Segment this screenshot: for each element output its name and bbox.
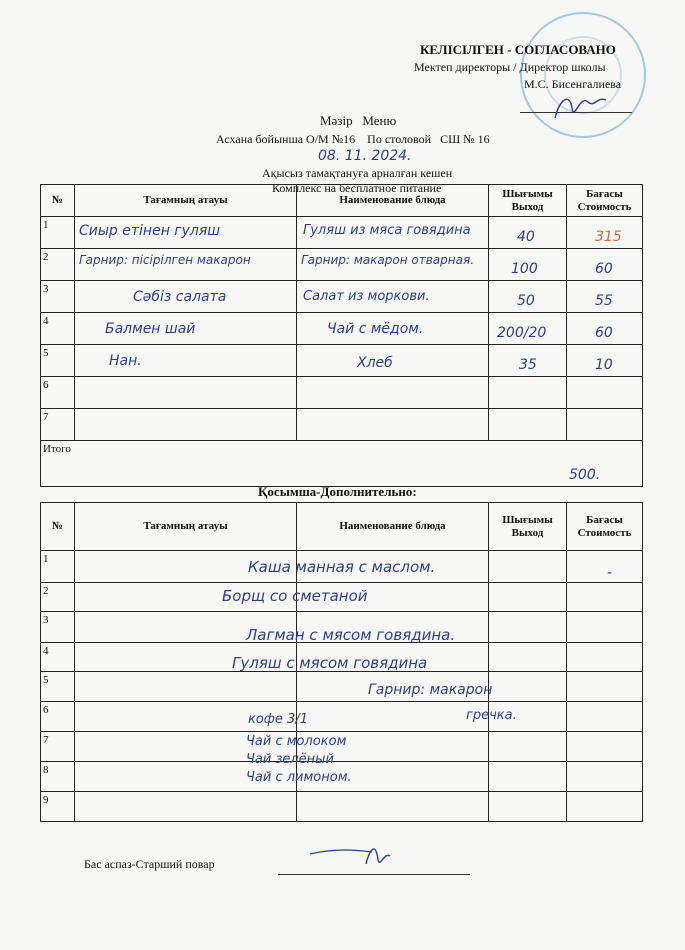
row-num: 4 (41, 643, 75, 672)
dish-output (489, 583, 567, 612)
header-num: № (41, 503, 75, 551)
dish-name-kz (75, 313, 297, 345)
header-num: № (41, 185, 75, 217)
additional-item-text: гречка. (466, 708, 517, 723)
row-num: 3 (41, 612, 75, 643)
additional-title: Қосымша-Дополнительно: (258, 484, 417, 499)
row-num: 5 (41, 345, 75, 377)
additional-item-text: Лагман с мясом говядина. (246, 626, 456, 644)
dish-output (489, 409, 567, 441)
dish-output (489, 377, 567, 409)
dish-cost (567, 217, 643, 249)
total-cell (41, 441, 643, 487)
dish-cost-text: 315 (595, 229, 622, 245)
dish-output (489, 281, 567, 313)
table-row (41, 345, 643, 377)
dish-output (489, 612, 567, 643)
dish-name-kz-text: Нан. (109, 353, 142, 369)
approval-name: М.С. Бисенгалиева (524, 77, 622, 91)
chef-signature (306, 838, 396, 872)
dish-output (489, 672, 567, 702)
dish-name-kz (75, 672, 297, 702)
total-row (41, 441, 643, 487)
additional-item-text: Чай с лимоном. (246, 770, 352, 785)
page-subtitle: Асхана бойынша О/М №16 По столовой СШ № 16 (216, 132, 490, 146)
dish-name-ru (297, 702, 489, 732)
dish-cost (567, 702, 643, 732)
dish-name-ru (297, 249, 489, 281)
table-row (41, 377, 643, 409)
dish-name-ru (297, 313, 489, 345)
table-row (41, 672, 643, 702)
row-num: 6 (41, 702, 75, 732)
approval-title: КЕЛІСІЛГЕН - СОГЛАСОВАНО (420, 42, 616, 57)
header-output: Шығымы Выход (489, 503, 567, 551)
row-num: 6 (41, 377, 75, 409)
dish-output (489, 762, 567, 792)
dish-name-ru (297, 345, 489, 377)
total-value: 500. (569, 467, 601, 483)
main-menu-table (40, 184, 643, 487)
table-row (41, 217, 643, 249)
dish-cost (567, 792, 643, 822)
dish-name-kz-text: Балмен шай (105, 321, 196, 337)
dish-name-ru-text: Чай с мёдом. (327, 321, 424, 337)
handwritten-date: 08. 11. 2024. (318, 148, 412, 164)
dish-name-ru-text: Гуляш из мяса говядина (303, 223, 471, 238)
dish-name-ru-text: Гарнир: макарон отварная. (301, 253, 475, 267)
header-cost: Бағасы Стоимость (567, 185, 643, 217)
dish-name-ru (297, 217, 489, 249)
dish-cost-text: 55 (595, 293, 613, 309)
table-row (41, 409, 643, 441)
header-cost: Бағасы Стоимость (567, 503, 643, 551)
dish-output-text: 40 (517, 229, 535, 245)
dish-cost-text: 10 (595, 357, 613, 373)
additional-item-text: Чай зелёный (246, 752, 334, 767)
row-num: 7 (41, 732, 75, 762)
dish-output-text: 50 (517, 293, 535, 309)
table-row (41, 281, 643, 313)
header-name-kz: Тағамның атауы (75, 503, 297, 551)
dish-cost (567, 612, 643, 643)
dish-name-kz (75, 377, 297, 409)
dish-output (489, 732, 567, 762)
row-num: 4 (41, 313, 75, 345)
dish-output (489, 643, 567, 672)
table-row (41, 313, 643, 345)
header-name-kz: Тағамның атауы (75, 185, 297, 217)
dish-cost (567, 409, 643, 441)
dish-name-kz-text: Сиыр етінен гуляш (79, 223, 221, 239)
dish-name-kz-text: Гарнир: пісірілген макарон (79, 253, 251, 267)
dish-name-kz (75, 281, 297, 313)
dish-name-kz (75, 409, 297, 441)
dish-name-ru (297, 281, 489, 313)
row-num: 8 (41, 762, 75, 792)
row-num: 2 (41, 583, 75, 612)
additional-item-text: кофе 3/1 (248, 712, 308, 727)
dish-name-kz (75, 792, 297, 822)
dish-cost (567, 762, 643, 792)
dish-name-kz-text: Сәбіз салата (133, 289, 227, 305)
dish-name-ru (297, 409, 489, 441)
chef-signature-line (278, 874, 470, 875)
page-title: Мәзір Меню (320, 113, 397, 128)
complex-label-ru: Комплекс на бесплатное питание (272, 181, 442, 195)
additional-item-text: Гуляш с мясом говядина (232, 654, 428, 672)
row-num: 9 (41, 792, 75, 822)
additional-item-text: Чай с молоком (246, 734, 347, 749)
dish-name-ru-text: Салат из моркови. (303, 289, 430, 304)
additional-item-text: Каша манная с маслом. (248, 558, 436, 576)
dish-cost (567, 643, 643, 672)
dish-name-ru (297, 377, 489, 409)
row-num: 1 (41, 551, 75, 583)
dish-name-ru (297, 792, 489, 822)
dish-cost (567, 249, 643, 281)
dish-output (489, 249, 567, 281)
complex-label-kz: Ақысыз тамақтануға арналған кешен (262, 166, 453, 180)
dish-cost (567, 732, 643, 762)
header-name-ru: Наименование блюда (297, 185, 489, 217)
row-num: 7 (41, 409, 75, 441)
header-name-ru: Наименование блюда (297, 503, 489, 551)
dish-cost (567, 313, 643, 345)
dish-cost (567, 583, 643, 612)
table-row (41, 249, 643, 281)
row-num: 1 (41, 217, 75, 249)
chef-label: Бас аспаз-Старший повар (84, 857, 215, 871)
dish-cost-text: 60 (595, 261, 613, 277)
table-row (41, 792, 643, 822)
dish-output (489, 313, 567, 345)
header-output: Шығымы Выход (489, 185, 567, 217)
dish-output-text: 100 (511, 261, 538, 277)
dish-cost (567, 672, 643, 702)
row-dash: - (607, 565, 613, 581)
dish-cost (567, 345, 643, 377)
table-row (41, 702, 643, 732)
row-num: 3 (41, 281, 75, 313)
dish-output (489, 551, 567, 583)
director-signature (550, 88, 610, 124)
dish-cost (567, 377, 643, 409)
total-label: Итого (43, 443, 71, 455)
dish-name-kz (75, 345, 297, 377)
dish-cost-text: 60 (595, 325, 613, 341)
row-num: 5 (41, 672, 75, 702)
row-num: 2 (41, 249, 75, 281)
dish-output-text: 35 (519, 357, 537, 373)
dish-output-text: 200/20 (497, 325, 547, 341)
dish-name-kz (75, 217, 297, 249)
dish-name-kz (75, 249, 297, 281)
dish-output (489, 217, 567, 249)
dish-cost (567, 281, 643, 313)
additional-item-text: Гарнир: макарон (368, 682, 493, 698)
dish-name-ru-text: Хлеб (357, 355, 393, 371)
dish-output (489, 792, 567, 822)
approval-position: Мектеп директоры / Директор школы (414, 60, 606, 74)
dish-output (489, 345, 567, 377)
additional-item-text: Борщ со сметаной (222, 587, 368, 605)
dish-cost (567, 551, 643, 583)
